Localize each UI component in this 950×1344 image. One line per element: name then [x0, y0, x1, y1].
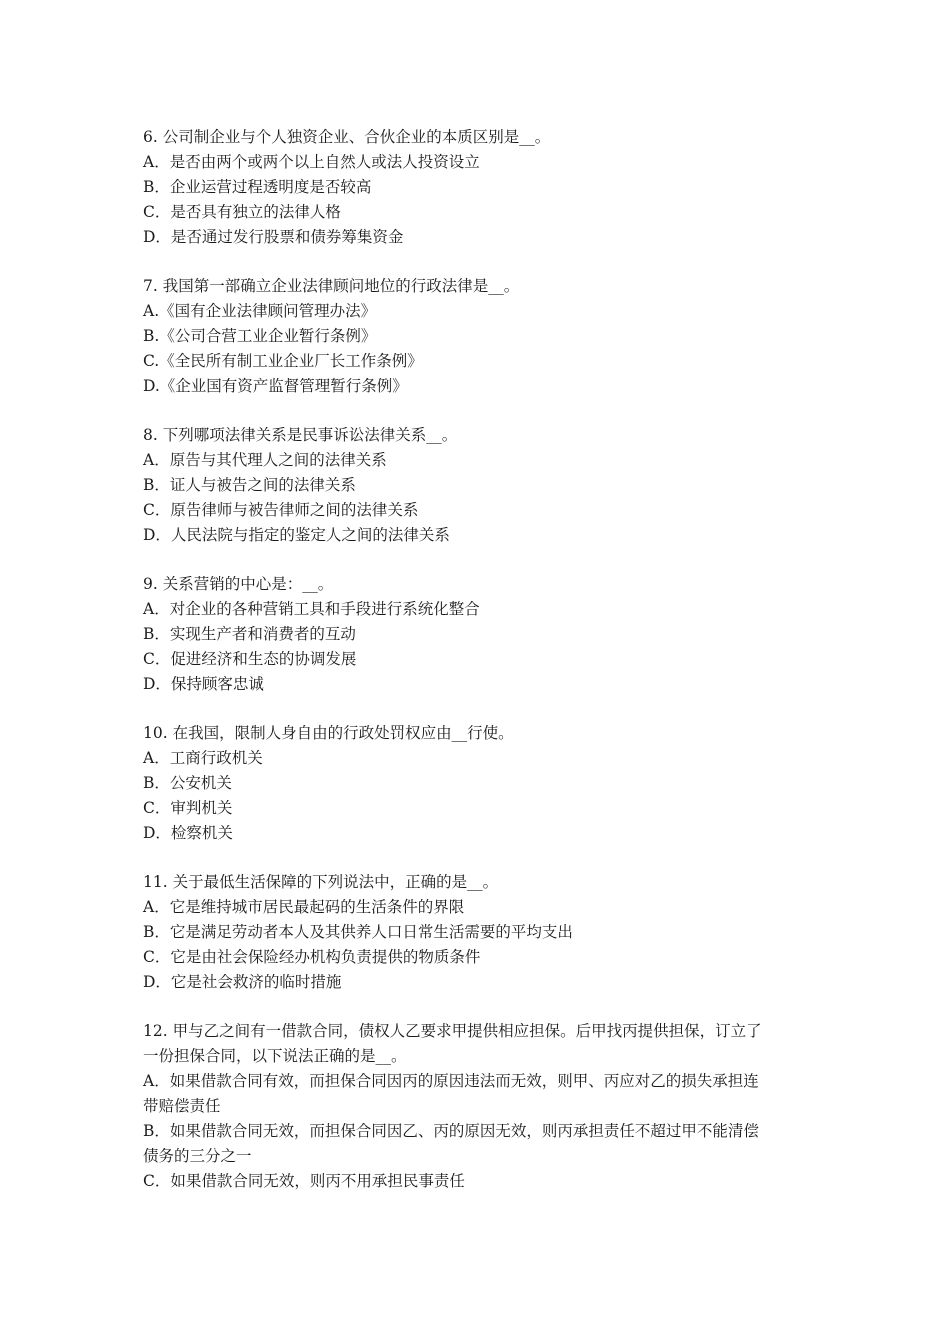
- option-c: C．促进经济和生态的协调发展: [143, 650, 357, 668]
- option-c: C．是否具有独立的法律人格: [143, 203, 341, 221]
- question-stem: 8. 下列哪项法律关系是民事诉讼法律关系__。: [143, 426, 458, 444]
- option-a: A．它是维持城市居民最起码的生活条件的界限: [143, 898, 465, 916]
- option-c: C．它是由社会保险经办机构负责提供的物质条件: [143, 948, 481, 966]
- question-9: [143, 572, 823, 697]
- option-b: B.《公司合营工业企业暂行条例》: [143, 327, 377, 345]
- question-stem: 9. 关系营销的中心是：__。: [143, 575, 334, 593]
- question-8: [143, 423, 823, 548]
- option-b-line-2: 债务的三分之一: [143, 1147, 252, 1165]
- option-d: D．检察机关: [143, 824, 233, 842]
- option-b: B．公安机关: [143, 774, 232, 792]
- option-c: C．原告律师与被告律师之间的法律关系: [143, 501, 419, 519]
- question-11: [143, 870, 823, 995]
- option-d: D．它是社会救济的临时措施: [143, 973, 342, 991]
- question-6: [143, 125, 823, 250]
- option-b: B．证人与被告之间的法律关系: [143, 476, 356, 494]
- question-stem: 7. 我国第一部确立企业法律顾问地位的行政法律是__。: [143, 277, 520, 295]
- question-stem: 10. 在我国，限制人身自由的行政处罚权应由__行使。: [143, 724, 514, 742]
- option-d: D．人民法院与指定的鉴定人之间的法律关系: [143, 526, 450, 544]
- option-a: A．对企业的各种营销工具和手段进行系统化整合: [143, 600, 480, 618]
- question-12: [143, 1019, 823, 1194]
- option-c: C．如果借款合同无效，则丙不用承担民事责任: [143, 1172, 465, 1190]
- question-stem: 11. 关于最低生活保障的下列说法中，正确的是__。: [143, 873, 499, 891]
- option-d: D．保持顾客忠诚: [143, 675, 264, 693]
- option-d: D.《企业国有资产监督管理暂行条例》: [143, 377, 408, 395]
- option-a-line-2: 带赔偿责任: [143, 1097, 221, 1115]
- option-c: C．审判机关: [143, 799, 233, 817]
- question-stem-line-2: 一份担保合同，以下说法正确的是__。: [143, 1047, 407, 1065]
- question-7: [143, 274, 823, 399]
- option-a: A．工商行政机关: [143, 749, 263, 767]
- option-d: D．是否通过发行股票和债券筹集资金: [143, 228, 404, 246]
- option-b: B．实现生产者和消费者的互动: [143, 625, 356, 643]
- question-10: [143, 721, 823, 846]
- option-b: B．它是满足劳动者本人及其供养人口日常生活需要的平均支出: [143, 923, 573, 941]
- option-b-line-1: B．如果借款合同无效，而担保合同因乙、丙的原因无效，则丙承担责任不超过甲不能清偿: [143, 1122, 759, 1140]
- option-a: A．原告与其代理人之间的法律关系: [143, 451, 387, 469]
- option-a: A．是否由两个或两个以上自然人或法人投资设立: [143, 153, 480, 171]
- question-stem: 6. 公司制企业与个人独资企业、合伙企业的本质区别是__。: [143, 128, 551, 146]
- option-b: B．企业运营过程透明度是否较高: [143, 178, 372, 196]
- question-stem-line-1: 12. 甲与乙之间有一借款合同，债权人乙要求甲提供相应担保。后甲找丙提供担保，订立了: [143, 1022, 762, 1040]
- option-a: A.《国有企业法律顾问管理办法》: [143, 302, 377, 320]
- option-c: C.《全民所有制工业企业厂长工作条例》: [143, 352, 423, 370]
- option-a-line-1: A．如果借款合同有效，而担保合同因丙的原因违法而无效，则甲、丙应对乙的损失承担连: [143, 1072, 759, 1090]
- document-page: [143, 125, 823, 1218]
